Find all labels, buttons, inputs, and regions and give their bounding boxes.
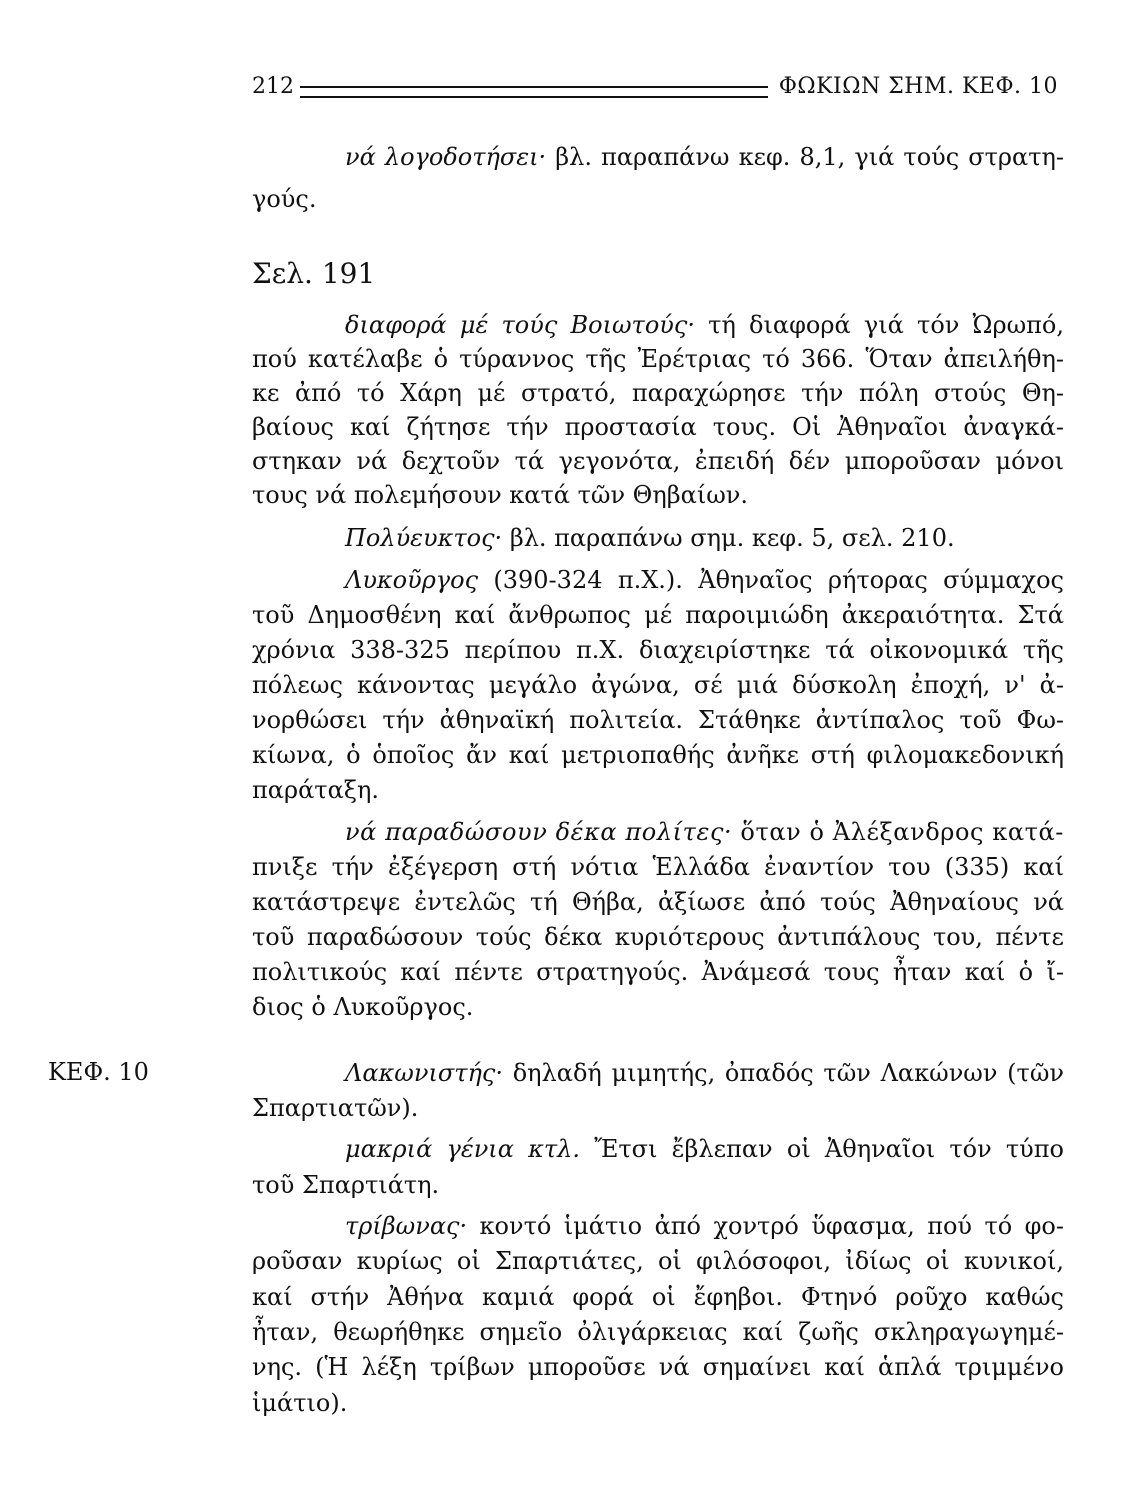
line-text: βαίους καί ζήτησε τήν προστασία τους. Οἱ Ἀθηναῖοι ἀναγκά-: [252, 413, 1064, 441]
text-line: [252, 957, 1064, 987]
text-line: [252, 887, 1064, 917]
text-line: [252, 412, 1064, 442]
line-text: νης. (Ἡ λέξη τρίβων μποροῦσε νά σημαίνει καί ἁπλά τριμμένο: [252, 1353, 1064, 1381]
text-line: [252, 480, 748, 510]
line-text: κίωνα, ὁ ὁποῖος ἄν καί μετριοπαθής ἀνῆκε στή φιλομακεδονική: [252, 741, 1064, 769]
glossed-term: Λυκοῦργος: [345, 566, 479, 594]
text-line: [345, 1134, 1064, 1164]
line-text: ὅταν ὁ Ἀλέξανδρος κατά-: [732, 818, 1065, 846]
running-title: ΦΩΚΙΩΝ ΣΗΜ. ΚΕΦ. 10: [778, 74, 1058, 99]
text-line: [252, 992, 473, 1022]
line-text: (390-324 π.Χ.). Ἀθηναῖος ρήτορας σύμμαχος: [478, 566, 1064, 594]
glossed-term: νά παραδώσουν δέκα πολίτες·: [345, 818, 733, 846]
line-text: πολιτικούς καί πέντε στρατηγούς. Ἀνάμεσά τους ἦταν καί ὁ ἴ-: [252, 958, 1064, 986]
line-text: στηκαν νά δεχτοῦν τά γεγονότα, ἐπειδή δέν μποροῦσαν μόνοι: [252, 447, 1064, 475]
line-text: τοῦ παραδώσουν τούς δέκα κυριότερους ἀντιπάλους του, πέντε: [252, 923, 1064, 951]
line-text: Σπαρτιατῶν).: [252, 1094, 419, 1122]
glossed-term: μακριά γένια κτλ.: [345, 1135, 580, 1163]
text-line: [252, 1246, 1064, 1276]
text-line: [252, 635, 1064, 665]
text-line: [252, 1282, 1064, 1312]
text-line: [252, 1317, 1064, 1347]
line-text: διος ὁ Λυκοῦργος.: [252, 993, 474, 1021]
line-text: καί στήν Ἀθήνα καμιά φορά οἱ ἔφηβοι. Φτηνό ροῦχο καθώς: [252, 1283, 1064, 1311]
glossed-term: τρίβωνας·: [345, 1212, 468, 1240]
line-text: παράταξη.: [252, 776, 380, 804]
line-text: πνιξε τήν ἐξέγερση στή νότια Ἑλλάδα ἐναντίον του (335) καί: [252, 853, 1064, 881]
text-line: [252, 378, 1064, 408]
text-line: [345, 565, 1064, 595]
line-text: βλ. παραπάνω σημ. κεφ. 5, σελ. 210.: [502, 524, 955, 552]
line-text: Σελ. 191: [252, 257, 376, 290]
text-line: [252, 670, 1064, 700]
running-header: [252, 74, 1058, 106]
text-line: [252, 1170, 439, 1200]
text-line: [252, 705, 1064, 735]
line-text: νορθώσει τήν ἀθηναϊκή πολιτεία. Στάθηκε ἀντίπαλος τοῦ Φω-: [252, 706, 1064, 734]
text-line: [345, 1211, 1064, 1241]
line-text: κατάστρεψε ἐντελῶς τή Θήβα, ἀξίωσε ἀπό τούς Ἀθηναίους νά: [252, 888, 1064, 916]
text-line: [252, 1352, 1064, 1382]
line-text: πόλεως κάνοντας μεγάλο ἀγώνα, σέ μιά δύσκολη ἐποχή, ν' ἀ-: [252, 671, 1064, 699]
text-line: [252, 852, 1064, 882]
line-text: κε ἀπό τό Χάρη μέ στρατό, παραχώρησε τήν πόλη στούς Θη-: [252, 379, 1064, 407]
text-line: [345, 523, 955, 553]
line-text: τοῦ Δημοσθένη καί ἄνθρωπος μέ παροιμιώδη ἀκεραιότητα. Στά: [252, 601, 1064, 629]
line-text: χρόνια 338-325 περίπου π.Χ. διαχειρίστηκε τά οἰκονομικά τῆς: [252, 636, 1064, 664]
text-line: [252, 446, 1064, 476]
glossed-term: Λακωνιστής·: [345, 1059, 503, 1087]
text-line: [345, 817, 1064, 847]
text-line: [252, 922, 1064, 952]
text-line: [252, 1388, 347, 1418]
line-text: τους νά πολεμήσουν κατά τῶν Θηβαίων.: [252, 481, 749, 509]
line-text: ἱμάτιο).: [252, 1389, 348, 1417]
line-text: ἦταν, θεωρήθηκε σημεῖο ὀλιγάρκειας καί ζωῆς σκληραγωγημέ-: [252, 1318, 1064, 1346]
line-text: δηλαδή μιμητής, ὀπαδός τῶν Λακώνων (τῶν: [502, 1059, 1064, 1087]
page-number: 212: [252, 74, 294, 99]
text-line: [252, 740, 1064, 770]
text-line: [252, 600, 1064, 630]
text-line: [345, 142, 1064, 172]
glossed-term: Πολύευκτος·: [345, 524, 503, 552]
text-line: [252, 775, 379, 805]
line-text: γούς.: [252, 185, 317, 213]
line-text: πού κατέλαβε ὁ τύραννος τῆς Ἐρέτριας τό 366. Ὅταν ἀπειλήθη-: [252, 345, 1064, 373]
text-line: [345, 310, 1064, 340]
text-line: [252, 259, 375, 289]
text-line: [252, 344, 1064, 374]
line-text: Ἔτσι ἔβλεπαν οἱ Ἀθηναῖοι τόν τύπο: [579, 1135, 1064, 1163]
line-text: κοντό ἱμάτιο ἀπό χοντρό ὕφασμα, πού τό φο-: [467, 1212, 1064, 1240]
text-line: [345, 1058, 1064, 1088]
text-line: [252, 184, 316, 214]
header-double-rule: [300, 86, 768, 98]
line-text: ροῦσαν κυρίως οἱ Σπαρτιάτες, οἱ φιλόσοφοι, ἰδίως οἱ κυνικοί,: [252, 1247, 1064, 1275]
text-line: [252, 1093, 418, 1123]
line-text: τοῦ Σπαρτιάτη.: [252, 1171, 440, 1199]
margin-chapter-label: ΚΕΦ. 10: [48, 1058, 149, 1086]
line-text: τή διαφορά γιά τόν Ὠρωπό,: [694, 311, 1064, 339]
glossed-term: νά λογοδοτήσει·: [345, 143, 547, 171]
glossed-term: διαφορά μέ τούς Βοιωτούς·: [345, 311, 695, 339]
line-text: βλ. παραπάνω κεφ. 8,1, γιά τούς στρατη-: [546, 143, 1064, 171]
